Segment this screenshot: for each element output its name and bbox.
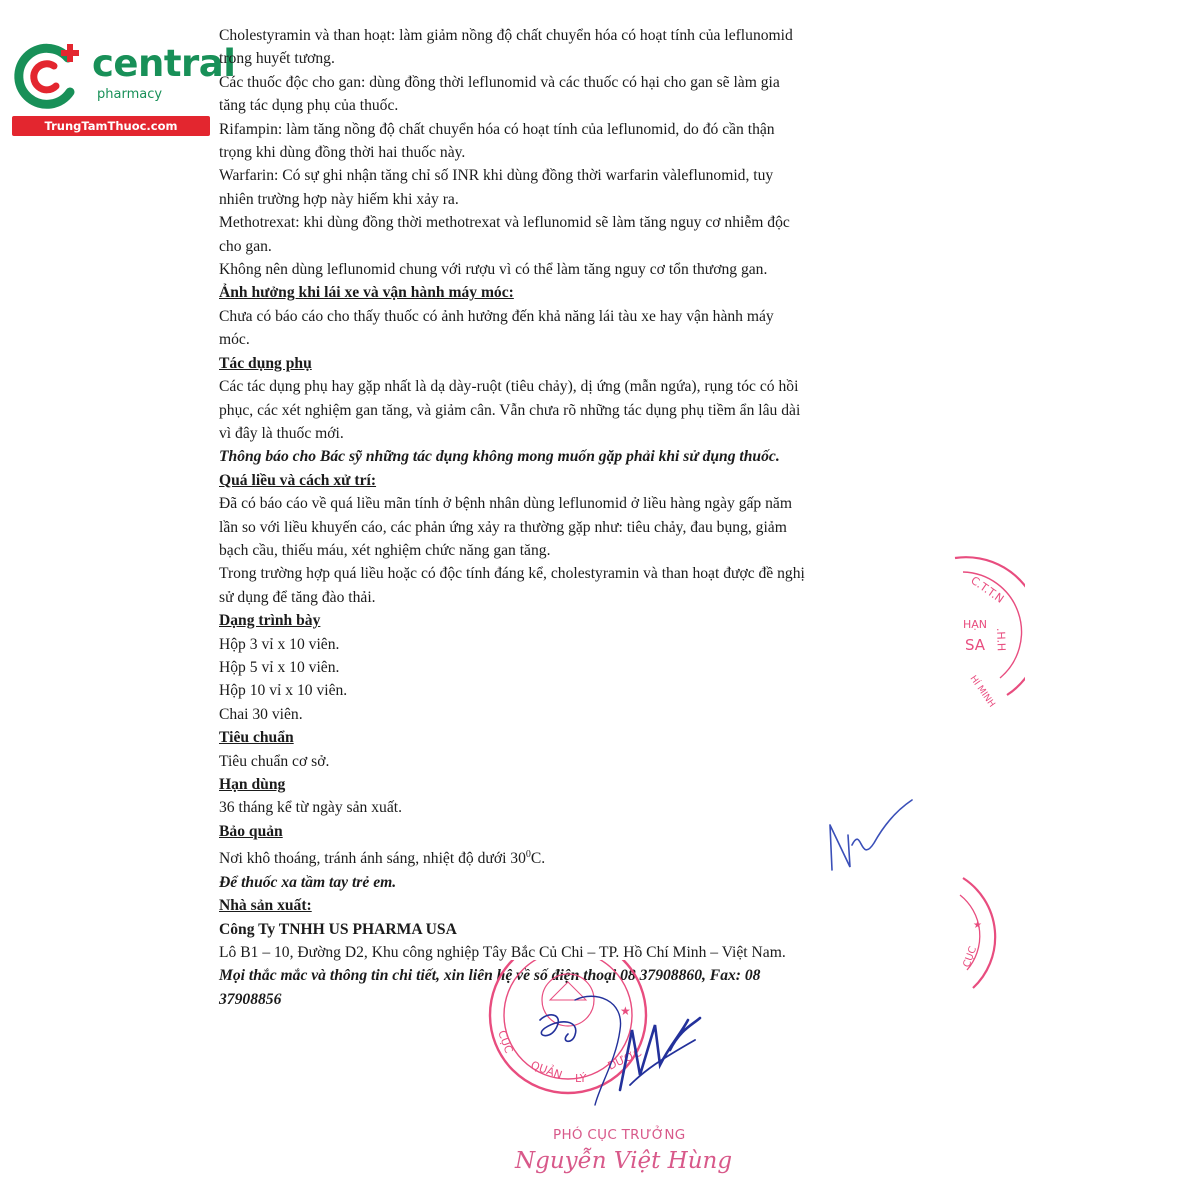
- side-effects-text: Các tác dụng phụ hay gặp nhất là dạ dày-ruột (tiêu chảy), dị ứng (mẫn ngứa), rụng tóc có hồi phục, các xét nghiệm gan tăng, và giảm cân. Vẫn chưa rõ những tác dụng phụ tiềm ẩn lâu dài vì đây là thuốc mới.: [219, 378, 801, 442]
- storage-heading: Bảo quản: [219, 822, 283, 840]
- storage-text: Nơi khô thoáng, tránh ánh sáng, nhiệt độ dưới $30^0C$.: [219, 849, 546, 868]
- svg-text:CỤC: CỤC: [495, 1028, 516, 1056]
- svg-text:★: ★: [973, 920, 982, 931]
- interaction-item: Rifampin: làm tăng nồng độ chất chuyển hóa có hoạt tính của leflunomid, do đó cần thận trọng khi dùng đồng thời hai thuốc này.: [219, 120, 775, 162]
- svg-text:.H.H: .H.H: [994, 627, 1008, 652]
- svg-text:CỤC: CỤC: [961, 945, 980, 970]
- manufacturer-heading: Nhà sản xuất:: [219, 897, 312, 915]
- presentation-heading: Dạng trình bày: [219, 612, 321, 630]
- svg-text:C.T.T.N: C.T.T.N: [968, 573, 1007, 606]
- interaction-item: Cholestyramin và than hoạt: làm giảm nồng độ chất chuyển hóa có hoạt tính của leflunomid trong huyết tương.: [219, 27, 793, 68]
- officer-title: PHÓ CỤC TRƯỞNG: [553, 1127, 686, 1143]
- svg-text:LÝ: LÝ: [575, 1072, 587, 1085]
- signature-main: [520, 990, 710, 1110]
- drug-interactions: [219, 24, 919, 281]
- document-body: [219, 24, 919, 1011]
- expiry-heading: Hạn dùng: [219, 776, 286, 793]
- presentation-item: Hộp 5 vỉ x 10 viên.: [219, 658, 340, 676]
- interaction-item: Warfarin: Có sự ghi nhận tăng chỉ số INR khi dùng đồng thời warfarin vàleflunomid, tuy nhiên trường hợp này hiếm khi xảy ra.: [219, 167, 774, 208]
- svg-text:SA: SA: [965, 636, 986, 654]
- side-effects-heading: Tác dụng phụ: [219, 354, 312, 372]
- presentation-item: Chai 30 viên.: [219, 705, 303, 723]
- overdose-treatment: Trong trường hợp quá liều hoặc có độc tính đáng kể, cholestyramin và than hoạt được đề nghị sử dụng để tăng đào thải.: [219, 565, 805, 606]
- brand-name: central: [92, 42, 236, 85]
- svg-text:DƯỢC: DƯỢC: [605, 1045, 644, 1073]
- storage-warning: Để thuốc xa tầm tay trẻ em.: [219, 873, 397, 891]
- expiry-text: 36 tháng kể từ ngày sản xuất.: [219, 799, 402, 817]
- brand-tagline: pharmacy: [97, 87, 163, 102]
- svg-text:HẠN: HẠN: [963, 618, 988, 631]
- officer-name: Nguyễn Việt Hùng: [515, 1148, 733, 1174]
- central-pharmacy-logo-icon: [10, 38, 86, 114]
- presentation-item: Hộp 3 vỉ x 10 viên.: [219, 635, 340, 653]
- side-effects-notice: Thông báo cho Bác sỹ những tác dụng không mong muốn gặp phải khi sử dụng thuốc.: [219, 448, 780, 466]
- manufacturer-contact: Mọi thắc mắc và thông tin chi tiết, xin liên hệ về số điện thoại 08 37908860, Fax: 08 37908856: [219, 967, 761, 1008]
- brand-logo: [8, 36, 236, 136]
- approval-stamp-fragment-right: [955, 870, 1015, 995]
- interaction-item: Methotrexat: khi dùng đồng thời methotrexat và leflunomid sẽ làm tăng nguy cơ nhiễm độc cho gan.: [219, 214, 790, 255]
- standard-text: Tiêu chuẩn cơ sở.: [219, 752, 330, 770]
- manufacturer-company: Công Ty TNHH US PHARMA USA: [219, 920, 457, 938]
- signature-small: [822, 795, 917, 875]
- svg-text:★: ★: [620, 1004, 631, 1018]
- interaction-item: Các thuốc độc cho gan: dùng đồng thời leflunomid và các thuốc có hại cho gan sẽ làm gia tăng tác dụng phụ của thuốc.: [219, 73, 780, 115]
- company-stamp-fragment: [945, 550, 1025, 710]
- interaction-item: Không nên dùng leflunomid chung với rượu vì có thể làm tăng nguy cơ tổn thương gan.: [219, 261, 768, 279]
- svg-text:QUẢN: QUẢN: [528, 1058, 564, 1082]
- overdose-text: Đã có báo cáo về quá liều mãn tính ở bệnh nhân dùng leflunomid ở liều hàng ngày gấp năm lần so với liều khuyến cáo, các phản ứng xảy ra thường gặp như: tiêu chảy, đau bụng, giảm bạch cầu, thiếu máu, xét nghiệm chức năng gan tăng.: [219, 495, 792, 559]
- driving-text: Chưa có báo cáo cho thấy thuốc có ảnh hưởng đến khả năng lái tàu xe hay vận hành máy móc.: [219, 307, 774, 349]
- brand-url[interactable]: TrungTamThuoc.com: [12, 116, 210, 136]
- overdose-heading: Quá liều và cách xử trí:: [219, 471, 377, 489]
- standard-heading: Tiêu chuẩn: [219, 729, 294, 747]
- driving-heading: Ảnh hưởng khi lái xe và vận hành máy móc:: [219, 284, 514, 302]
- presentation-item: Hộp 10 vỉ x 10 viên.: [219, 682, 348, 700]
- svg-text:HÍ MINH: HÍ MINH: [967, 673, 997, 710]
- manufacturer-address: Lô B1 – 10, Đường D2, Khu công nghiệp Tây Bắc Củ Chi – TP. Hồ Chí Minh – Việt Nam.: [219, 944, 786, 962]
